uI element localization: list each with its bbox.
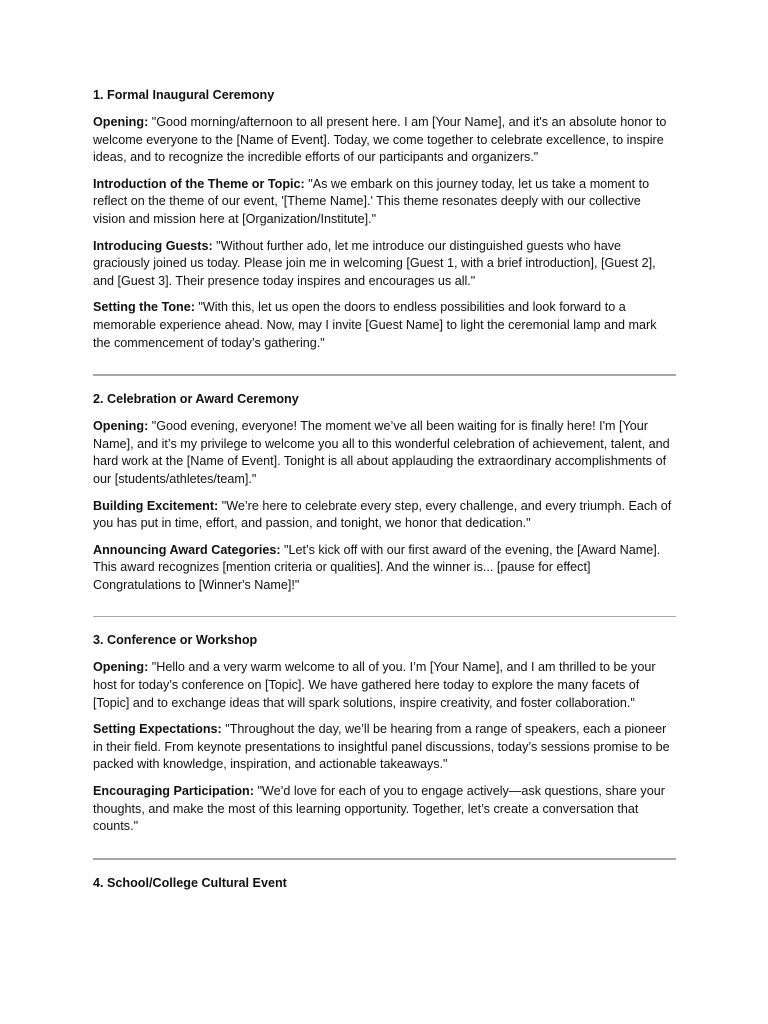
paragraph-label: Building Excitement: [93, 498, 219, 513]
section-title: 1. Formal Inaugural Ceremony [93, 88, 275, 102]
paragraph [93, 418, 676, 488]
paragraph-label: Opening: [93, 115, 149, 129]
paragraph-label: Opening: [93, 419, 149, 434]
paragraph [93, 176, 676, 229]
section-formal-inaugural [93, 86, 676, 352]
section-award-ceremony [93, 390, 676, 594]
paragraph [93, 783, 676, 836]
paragraph-text: "Throughout the day, we’ll be hearing from a range of speakers, each a pioneer in their field. From keynote presentations to insightful panel discussions, today’s sessions promise to be packed with knowledge, inspiration, and actionable takeaways." [93, 722, 670, 772]
section-divider [93, 616, 676, 617]
section-title: 3. Conference or Workshop [93, 633, 258, 648]
section-divider [93, 374, 676, 376]
section-title: 2. Celebration or Award Ceremony [93, 392, 299, 407]
paragraph-label: Encouraging Participation: [93, 784, 254, 799]
paragraph [93, 114, 676, 167]
section-title: 4. School/College Cultural Event [93, 875, 287, 890]
paragraph-text: "As we embark on this journey today, let us take a moment to reflect on the theme of our event, '[Theme Name].' This theme resonates deeply with our collective vision and mission here at [Organization/Institute]." [93, 176, 650, 226]
section-conference-workshop [93, 631, 676, 835]
paragraph-text: "Without further ado, let me introduce our distinguished guests who have graciously joined us today. Please join me in welcoming [Guest 1, with a brief introduction], [Guest 2], and [Guest 3]. Their presence today inspires and encourages us all." [93, 238, 656, 288]
paragraph [93, 238, 676, 291]
paragraph-label: Announcing Award Categories: [93, 542, 281, 557]
paragraph-label: Opening: [93, 660, 149, 675]
paragraph [93, 299, 676, 352]
paragraph [93, 721, 676, 774]
document-page [93, 86, 676, 902]
paragraph-text: "We’d love for each of you to engage actively—ask questions, share your thoughts, and make the most of this learning opportunity. Together, let’s create a conversation that counts." [93, 784, 665, 834]
paragraph-text: "Good morning/afternoon to all present here. I am [Your Name], and it's an absolute honor to welcome everyone to the [Name of Event]. Today, we come together to celebrate excellence, to inspire ideas, and to recognize the incredible efforts of our participants and organizers." [93, 115, 667, 165]
section-divider [93, 858, 676, 860]
paragraph [93, 659, 676, 712]
paragraph [93, 542, 676, 595]
paragraph [93, 498, 676, 533]
paragraph-text: "Let’s kick off with our first award of the evening, the [Award Name]. This award recognizes [mention criteria or qualities]. And the winner is... [pause for effect] Congratulations to [Winner's Name]!" [93, 542, 661, 592]
paragraph-text: "Hello and a very warm welcome to all of you. I’m [Your Name], and I am thrilled to be your host for today’s conference on [Topic]. We have gathered here today to explore the many facets of [Topic] and to exchange ideas that will spark solutions, inspire creativity, and foster collaboration." [93, 660, 656, 710]
paragraph-text: "We’re here to celebrate every step, every challenge, and every triumph. Each of you has put in time, effort, and passion, and tonight, we honor that dedication." [93, 498, 672, 531]
paragraph-label: Introducing Guests: [93, 238, 213, 253]
paragraph-text: "With this, let us open the doors to endless possibilities and look forward to a memorable experience ahead. Now, may I invite [Guest Name] to light the ceremonial lamp and mark the commencement of today’s gathering." [93, 300, 657, 350]
paragraph-text: "Good evening, everyone! The moment we’ve all been waiting for is finally here! I'm [Your Name], and it’s my privilege to welcome you all to this wonderful celebration of achievement, talent, and hard work at the [Name of Event]. Tonight is all about applauding the extraordinary accomplishments of our [students/athletes/team]." [93, 419, 670, 486]
paragraph-label: Setting the Tone: [93, 300, 195, 315]
paragraph-label: Setting Expectations: [93, 722, 222, 737]
paragraph-label: Introduction of the Theme or Topic: [93, 176, 305, 191]
section-cultural-event [93, 874, 676, 892]
